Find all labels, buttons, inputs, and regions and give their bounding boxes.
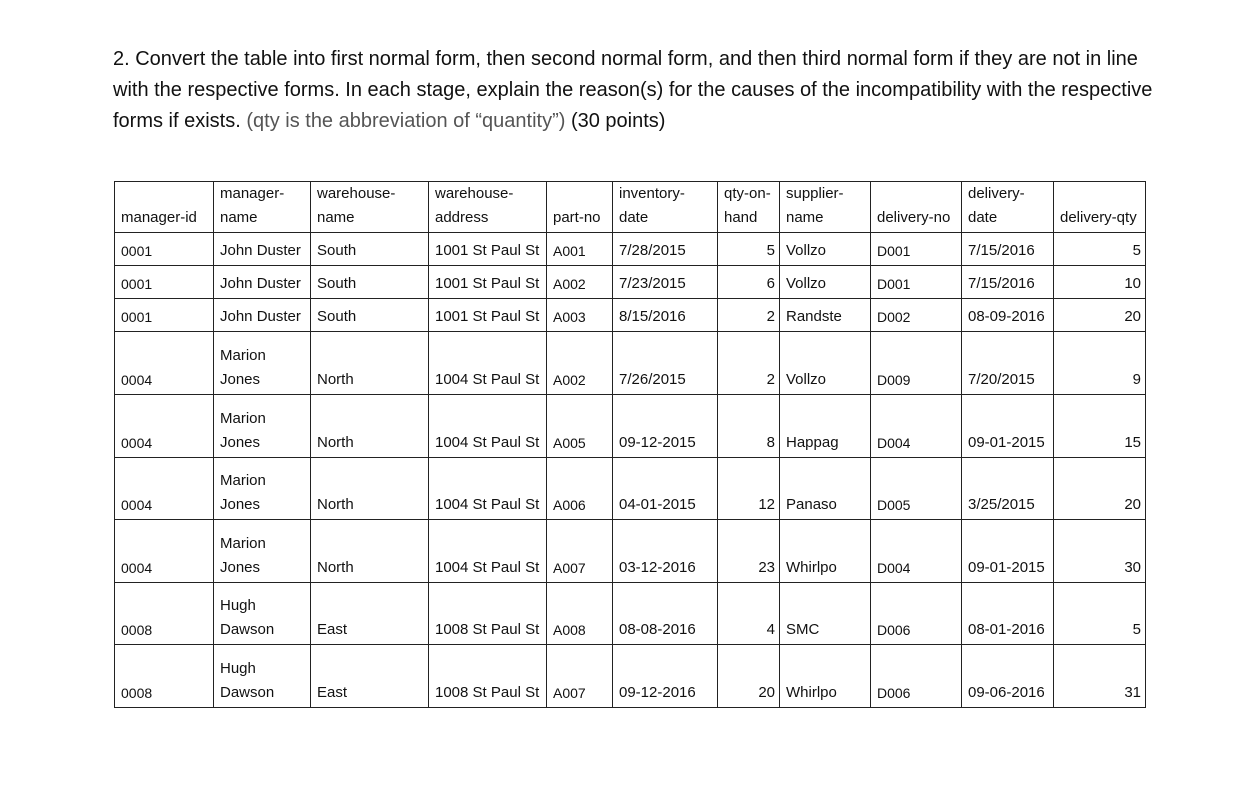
table-cell: 7/28/2015 <box>613 233 718 266</box>
table-cell: D001 <box>871 266 962 299</box>
col-header: inventory-date <box>613 182 718 233</box>
table-cell: 0001 <box>115 233 214 266</box>
table-cell: A005 <box>547 394 613 457</box>
table-row <box>115 233 1146 266</box>
table-cell: Randste <box>780 299 871 332</box>
col-header: delivery-no <box>871 182 962 233</box>
table-cell: 10 <box>1054 266 1146 299</box>
table-cell: 1004 St Paul St <box>429 457 547 520</box>
question-text <box>113 44 1153 137</box>
table-cell: North <box>311 332 429 395</box>
table-cell: 7/23/2015 <box>613 266 718 299</box>
table-cell: D005 <box>871 457 962 520</box>
table-cell: Marion Jones <box>214 394 311 457</box>
table-cell: 0004 <box>115 520 214 583</box>
table-cell: Hugh Dawson <box>214 582 311 645</box>
table-cell: 3/25/2015 <box>962 457 1054 520</box>
table-row <box>115 457 1146 520</box>
table-cell: 6 <box>718 266 780 299</box>
col-header: manager-id <box>115 182 214 233</box>
table-cell: SMC <box>780 582 871 645</box>
table-cell: 1001 St Paul St <box>429 233 547 266</box>
table-cell: 08-08-2016 <box>613 582 718 645</box>
table-cell: Marion Jones <box>214 457 311 520</box>
table-cell: 1004 St Paul St <box>429 332 547 395</box>
table-cell: 30 <box>1054 520 1146 583</box>
table-row <box>115 645 1146 708</box>
table-cell: 2 <box>718 332 780 395</box>
table-cell: 7/15/2016 <box>962 266 1054 299</box>
table-cell: Marion Jones <box>214 332 311 395</box>
table-cell: 31 <box>1054 645 1146 708</box>
table-cell: 7/26/2015 <box>613 332 718 395</box>
table-cell: D006 <box>871 645 962 708</box>
table-cell: 5 <box>1054 582 1146 645</box>
table-cell: North <box>311 394 429 457</box>
table-cell: 1004 St Paul St <box>429 520 547 583</box>
table-cell: 09-06-2016 <box>962 645 1054 708</box>
table-cell: Marion Jones <box>214 520 311 583</box>
col-header: warehouse-name <box>311 182 429 233</box>
question-note: (qty is the abbreviation of “quantity”) <box>246 110 566 132</box>
table-cell: 20 <box>1054 299 1146 332</box>
table-cell: Hugh Dawson <box>214 645 311 708</box>
table-cell: D004 <box>871 520 962 583</box>
col-header: part-no <box>547 182 613 233</box>
table-cell: D006 <box>871 582 962 645</box>
table-cell: 23 <box>718 520 780 583</box>
table-cell: 09-01-2015 <box>962 520 1054 583</box>
table-cell: Whirlpo <box>780 520 871 583</box>
table-cell: 08-01-2016 <box>962 582 1054 645</box>
table-header-row <box>115 182 1146 233</box>
table-row <box>115 299 1146 332</box>
table-cell: A007 <box>547 520 613 583</box>
col-header: supplier-name <box>780 182 871 233</box>
question-body: 2. Convert the table into first normal form, then second normal form, and then third normal form if they are not in line with the respective forms. In each stage, explain the reason(s) for the causes of the incompatibility with the respective forms if exists. <box>113 48 1153 132</box>
table-cell: 0004 <box>115 332 214 395</box>
table-cell: 09-12-2015 <box>613 394 718 457</box>
table-cell: East <box>311 582 429 645</box>
table-row <box>115 332 1146 395</box>
table-cell: 09-01-2015 <box>962 394 1054 457</box>
table-cell: 8 <box>718 394 780 457</box>
table-cell: 1008 St Paul St <box>429 645 547 708</box>
table-cell: Vollzo <box>780 266 871 299</box>
table-cell: D004 <box>871 394 962 457</box>
table-row <box>115 394 1146 457</box>
table-cell: A006 <box>547 457 613 520</box>
table-cell: South <box>311 266 429 299</box>
table-cell: Happag <box>780 394 871 457</box>
table-cell: 1004 St Paul St <box>429 394 547 457</box>
table-cell: 0008 <box>115 582 214 645</box>
table-cell: 1008 St Paul St <box>429 582 547 645</box>
table-cell: 0004 <box>115 457 214 520</box>
col-header: delivery-qty <box>1054 182 1146 233</box>
table-cell: 2 <box>718 299 780 332</box>
table-cell: 08-09-2016 <box>962 299 1054 332</box>
table-cell: 1001 St Paul St <box>429 299 547 332</box>
col-header: warehouse-address <box>429 182 547 233</box>
table-cell: 09-12-2016 <box>613 645 718 708</box>
table-row <box>115 582 1146 645</box>
table-cell: Vollzo <box>780 233 871 266</box>
col-header: manager-name <box>214 182 311 233</box>
table-cell: Whirlpo <box>780 645 871 708</box>
table-cell: South <box>311 233 429 266</box>
question-points: (30 points) <box>570 110 666 132</box>
table-cell: 9 <box>1054 332 1146 395</box>
table-cell: 15 <box>1054 394 1146 457</box>
table-cell: 0008 <box>115 645 214 708</box>
table-cell: 7/15/2016 <box>962 233 1054 266</box>
table-cell: 04-01-2015 <box>613 457 718 520</box>
table-cell: John Duster <box>214 299 311 332</box>
table-cell: A002 <box>547 266 613 299</box>
table-cell: A007 <box>547 645 613 708</box>
table-cell: D001 <box>871 233 962 266</box>
table-cell: Vollzo <box>780 332 871 395</box>
table-cell: D002 <box>871 299 962 332</box>
table-cell: 03-12-2016 <box>613 520 718 583</box>
table-cell: North <box>311 520 429 583</box>
table-cell: Panaso <box>780 457 871 520</box>
table-cell: 1001 St Paul St <box>429 266 547 299</box>
table-cell: John Duster <box>214 233 311 266</box>
table-cell: 5 <box>1054 233 1146 266</box>
col-header: delivery-date <box>962 182 1054 233</box>
table-cell: 5 <box>718 233 780 266</box>
table-cell: A008 <box>547 582 613 645</box>
table-cell: 4 <box>718 582 780 645</box>
table-cell: 12 <box>718 457 780 520</box>
table-cell: 0004 <box>115 394 214 457</box>
table-cell: North <box>311 457 429 520</box>
table-cell: East <box>311 645 429 708</box>
table-cell: John Duster <box>214 266 311 299</box>
table-row <box>115 520 1146 583</box>
table-row <box>115 266 1146 299</box>
col-header: qty-on-hand <box>718 182 780 233</box>
data-table <box>114 181 1146 708</box>
table-cell: South <box>311 299 429 332</box>
table-cell: 0001 <box>115 266 214 299</box>
table-cell: A003 <box>547 299 613 332</box>
table-cell: 0001 <box>115 299 214 332</box>
table-cell: D009 <box>871 332 962 395</box>
table-cell: 20 <box>1054 457 1146 520</box>
table-cell: A001 <box>547 233 613 266</box>
table-cell: A002 <box>547 332 613 395</box>
table-cell: 20 <box>718 645 780 708</box>
table-cell: 7/20/2015 <box>962 332 1054 395</box>
table-cell: 8/15/2016 <box>613 299 718 332</box>
